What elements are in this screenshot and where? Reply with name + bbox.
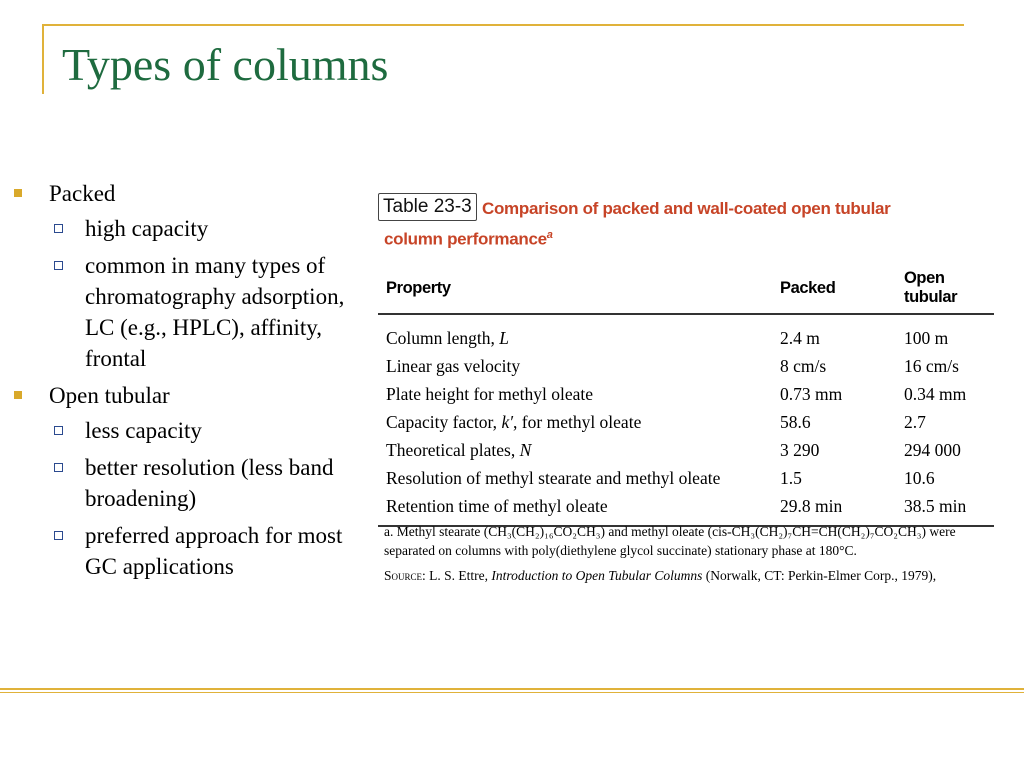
sub-bullet	[12, 520, 357, 582]
header-packed: Packed	[772, 265, 896, 314]
cell-property: Retention time of methyl oleate	[378, 492, 772, 526]
comparison-table	[378, 265, 994, 527]
square-bullet-icon	[14, 391, 22, 399]
table-row	[378, 464, 994, 492]
table-row	[378, 492, 994, 526]
slide-title: Types of columns	[62, 39, 389, 90]
cell-open: 2.7	[904, 412, 926, 432]
header-accent-bar	[42, 24, 44, 94]
cell-open: 100 m	[904, 328, 949, 348]
sub-bullet	[12, 213, 357, 244]
cell-packed: 3 290	[780, 440, 820, 460]
hollow-square-bullet-icon	[54, 261, 63, 270]
bullet-label: Packed	[49, 181, 116, 206]
cell-open: 0.34 mm	[904, 384, 967, 404]
sub-bullet-text: less capacity	[85, 418, 202, 443]
table-notes	[384, 522, 1000, 591]
table-row	[378, 352, 994, 380]
cell-packed: 58.6	[780, 412, 811, 432]
table-header-row	[378, 265, 994, 314]
cell-open: 294 000	[904, 440, 961, 460]
cell-packed: 8 cm/s	[780, 356, 827, 376]
hollow-square-bullet-icon	[54, 224, 63, 233]
cell-open: 10.6	[904, 468, 935, 488]
bullet-label: Open tubular	[49, 383, 170, 408]
cell-packed: 1.5	[780, 468, 802, 488]
sub-bullet	[12, 415, 357, 446]
bullet-list	[12, 178, 357, 588]
bullet-open-tubular	[12, 380, 357, 411]
sub-bullet-text: preferred approach for most GC applications	[85, 523, 343, 579]
cell-property: Linear gas velocity	[386, 356, 521, 376]
cell-property: Capacity factor, k′, for methyl oleate	[386, 412, 642, 432]
footer-rule	[0, 688, 1024, 690]
footer-rule-thin	[0, 692, 1024, 693]
cell-property: Resolution of methyl stearate and methyl oleate	[386, 468, 721, 488]
cell-open: 16 cm/s	[904, 356, 959, 376]
table-source: Source: L. S. Ettre, Introduction to Open Tubular Columns (Norwalk, CT: Perkin-Elmer Corp., 1979),	[384, 568, 937, 583]
hollow-square-bullet-icon	[54, 463, 63, 472]
table-header-block	[378, 193, 998, 255]
sub-bullet	[12, 452, 357, 514]
cell-property: Plate height for methyl oleate	[386, 384, 594, 404]
sub-bullet	[12, 250, 357, 374]
footnote-marker: a	[546, 229, 553, 241]
table-caption-line1: Comparison of packed and wall-coated open tubular	[482, 199, 891, 218]
sub-bullet-text: better resolution (less band broadening)	[85, 455, 334, 511]
cell-property: Column length, L	[386, 328, 509, 348]
sub-bullet-text: high capacity	[85, 216, 209, 241]
cell-packed: 29.8 min	[772, 492, 896, 526]
hollow-square-bullet-icon	[54, 426, 63, 435]
sub-bullet-text: common in many types of chromatography adsorption, LC (e.g., HPLC), affinity, frontal	[85, 253, 345, 371]
cell-open: 38.5 min	[896, 492, 994, 526]
table-number-tag: Table 23-3	[378, 193, 477, 221]
bullet-packed	[12, 178, 357, 209]
table-caption-line2: column performance$^a$	[384, 229, 553, 249]
table-row	[378, 436, 994, 464]
cell-packed: 0.73 mm	[780, 384, 843, 404]
cell-packed: 2.4 m	[780, 328, 820, 348]
hollow-square-bullet-icon	[54, 531, 63, 540]
header-accent-line	[42, 24, 964, 26]
table-row	[378, 408, 994, 436]
table-footnote: a. Methyl stearate (CH₃(CH₂)₁₆CO₂CH₃) and methyl oleate (cis-CH₃(CH₂)₇CH=CH(CH₂)₇CO₂CH₃) were separated on columns with poly(diethylene glycol succinate) stationary phase at 180°C.	[384, 524, 956, 558]
table-row	[378, 380, 994, 408]
header-property: Property	[378, 265, 772, 314]
cell-property: Theoretical plates, N	[386, 440, 532, 460]
table-row	[378, 314, 994, 352]
table-figure	[378, 193, 998, 583]
square-bullet-icon	[14, 189, 22, 197]
header-open-tubular: Open tubular	[896, 265, 994, 314]
